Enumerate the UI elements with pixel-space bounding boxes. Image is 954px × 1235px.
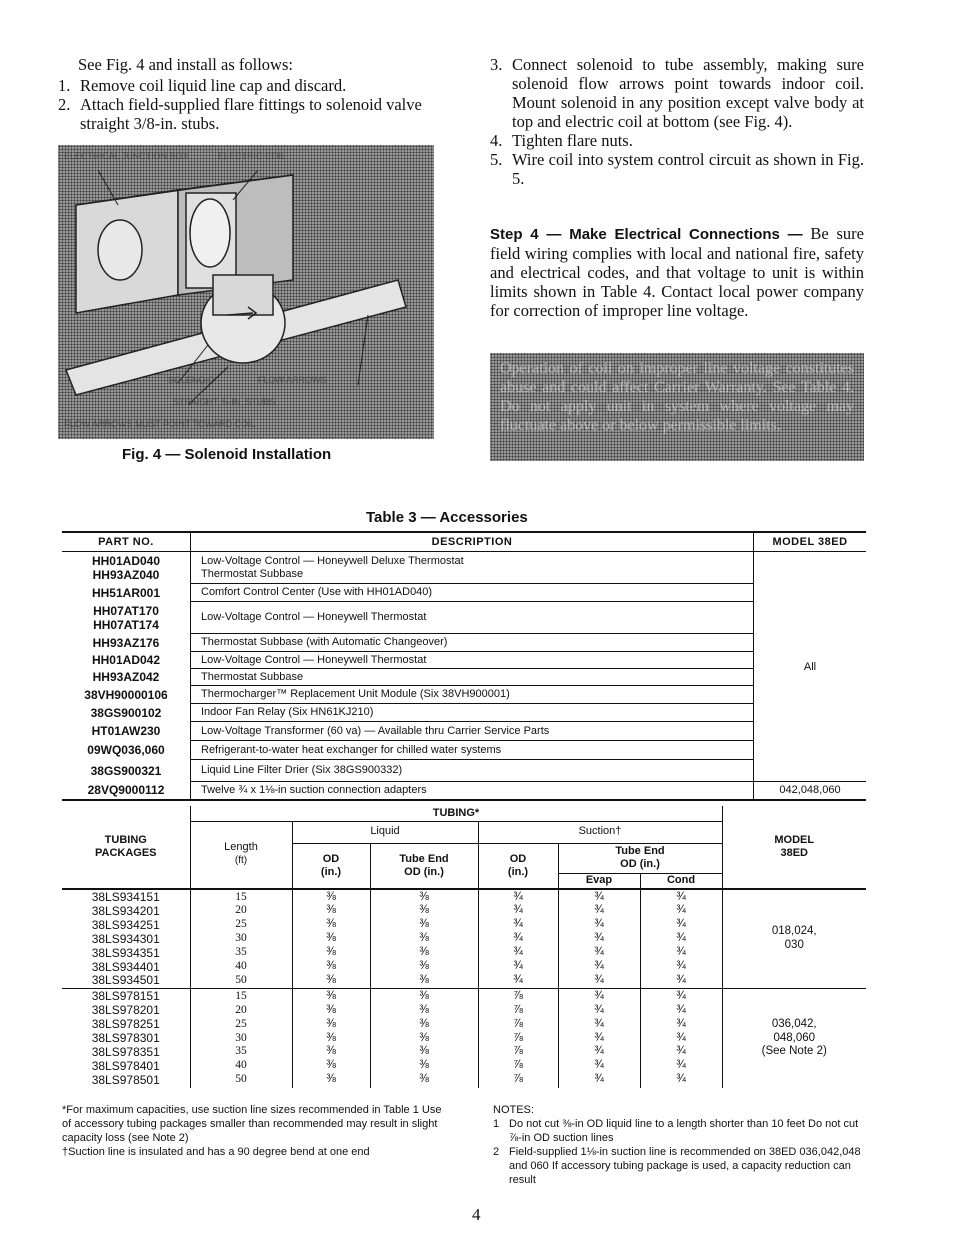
- model-group1: 018,024, 030: [771, 925, 817, 952]
- cond-group1: ¾ ¾ ¾ ¾ ¾ ¾ ¾: [640, 889, 722, 989]
- table-row: [62, 782, 866, 800]
- note-text: Do not cut ⅜-in OD liquid line to a length shorter than 10 feet Do not cut ⅞-in OD suction lines: [509, 1118, 859, 1144]
- description: Low-Voltage Control — Honeywell Thermostat: [191, 602, 754, 634]
- model-header: MODEL 38ED: [722, 806, 866, 889]
- figure-caption: Fig. 4 — Solenoid Installation: [122, 446, 332, 463]
- step-text: Tighten flare nuts.: [512, 131, 633, 150]
- list-item: [490, 131, 864, 150]
- part-number: HH01AD042: [91, 653, 161, 667]
- col-model: MODEL 38ED: [754, 532, 867, 552]
- part-number: 09WQ036,060: [87, 743, 165, 757]
- table-row: [62, 741, 866, 760]
- cond-group2: ¾ ¾ ¾ ¾ ¾ ¾ ¾: [640, 989, 722, 1088]
- table-row: [62, 602, 866, 634]
- lengths-group2: 15 20 25 30 35 40 50: [190, 989, 292, 1088]
- figure-label: ELECTRIC COIL: [218, 151, 287, 161]
- note-text: Field-supplied 1⅛-in suction line is recommended on 38ED 036,042,048 and 060 If accessory tubing package is used, a capacity reduction can result: [509, 1146, 861, 1186]
- step-number: 2.: [58, 95, 71, 114]
- table-row: [62, 584, 866, 602]
- step-number: 3.: [490, 55, 503, 74]
- model-group2: 036,042, 048,060 (See Note 2): [761, 1017, 827, 1058]
- list-item: [490, 55, 864, 131]
- description: Twelve ¾ x 1⅛-in suction connection adapters: [191, 782, 754, 800]
- part-number: HH51AR001: [91, 585, 161, 600]
- suction-header: Suction†: [478, 821, 722, 843]
- warning-text: Operation of coil on improper line voltage constitutes abuse and could affect Carrier Warranty. See Table 4. Do not apply unit in system where voltage may fluctuate above or below permissible limits.: [500, 360, 854, 434]
- page-number: 4: [472, 1205, 481, 1224]
- step-number: 4.: [490, 131, 503, 150]
- liquid-header: Liquid: [292, 821, 478, 843]
- footnote-suction: †Suction line is insulated and has a 90 degree bend at one end: [62, 1146, 370, 1158]
- model-last: 042,048,060: [754, 782, 867, 800]
- table-row: [62, 552, 866, 584]
- evap-group1: ¾ ¾ ¾ ¾ ¾ ¾ ¾: [558, 889, 640, 989]
- part-numbers-group1: 38LS934151 38LS934201 38LS934251 38LS934301 38LS934351 38LS934401 38LS934501: [91, 890, 160, 988]
- table-row: [62, 722, 866, 741]
- part-number: HH93AZ176: [92, 635, 160, 650]
- description: Low-Voltage Transformer (60 va) — Available thru Carrier Service Parts: [191, 722, 754, 741]
- liquid-od-group2: ⅜ ⅜ ⅜ ⅜ ⅜ ⅜ ⅜: [292, 989, 370, 1088]
- liquid-tube-end-header: Tube End OD (in.): [370, 843, 478, 889]
- evap-group2: ¾ ¾ ¾ ¾ ¾ ¾ ¾: [558, 989, 640, 1088]
- description: Low-Voltage Control — Honeywell Deluxe Thermostat Thermostat Subbase: [191, 552, 754, 584]
- table-row: [62, 704, 866, 722]
- description: Thermostat Subbase (with Automatic Changeover): [191, 634, 754, 652]
- part-number: HH93AZ042: [92, 670, 160, 684]
- accessories-table: [62, 531, 866, 801]
- step-text: Attach field-supplied flare fittings to solenoid valve straight 3/8-in. stubs.: [80, 95, 422, 133]
- figure-label: FLOW ARROWS MUST POINT TOWARD COIL: [64, 419, 256, 429]
- note-1: [493, 1117, 867, 1145]
- part-number: HT01AW230: [91, 724, 161, 738]
- table-row: [62, 989, 866, 1088]
- warning-box: [490, 353, 864, 461]
- part-number: HH01AD040 HH93AZ040: [91, 553, 161, 582]
- part-numbers-group2: 38LS978151 38LS978201 38LS978251 38LS978301 38LS978351 38LS978401 38LS978501: [91, 989, 160, 1087]
- tubing-header: TUBING*: [190, 806, 722, 821]
- suction-tube-end-header: Tube End OD (in.): [558, 843, 722, 873]
- description: Low-Voltage Control — Honeywell Thermostat: [191, 652, 754, 669]
- step-text: Wire coil into system control circuit as shown in Fig. 5.: [512, 150, 864, 188]
- figure-label: SOLENOID: [168, 375, 215, 385]
- description: Thermostat Subbase: [191, 669, 754, 686]
- model-all: All: [754, 552, 867, 782]
- notes-title: NOTES:: [493, 1104, 534, 1116]
- list-item: [58, 76, 438, 95]
- step-number: 1.: [58, 76, 71, 95]
- table3-title: Table 3 — Accessories: [366, 509, 528, 526]
- cond-header: Cond: [640, 873, 722, 889]
- note-number: 1: [493, 1118, 500, 1130]
- description: Refrigerant-to-water heat exchanger for chilled water systems: [191, 741, 754, 760]
- tubing-table: [62, 806, 866, 1088]
- col-part-no: PART NO.: [62, 532, 191, 552]
- description: Comfort Control Center (Use with HH01AD040): [191, 584, 754, 602]
- part-number: 38GS900321: [90, 763, 162, 778]
- tubing-packages-header: TUBING PACKAGES: [62, 806, 190, 889]
- length-unit: (ft): [234, 855, 248, 867]
- liquid-od-group1: ⅜ ⅜ ⅜ ⅜ ⅜ ⅜ ⅜: [292, 889, 370, 989]
- lengths-group1: 15 20 25 30 35 40 50: [190, 889, 292, 989]
- table-header-row: [62, 532, 866, 552]
- suction-od-group2: ⅞ ⅞ ⅞ ⅞ ⅞ ⅞ ⅞: [478, 989, 558, 1088]
- solenoid-figure: [58, 145, 434, 439]
- install-intro: See Fig. 4 and install as follows:: [78, 55, 293, 74]
- table-row: [62, 652, 866, 669]
- tubing-header-row: [62, 806, 866, 821]
- right-steps-list: [490, 55, 864, 188]
- table-row: [62, 669, 866, 686]
- liquid-end-group1: ⅜ ⅜ ⅜ ⅜ ⅜ ⅜ ⅜: [370, 889, 478, 989]
- description: Liquid Line Filter Drier (Six 38GS900332): [191, 760, 754, 782]
- suction-od-group1: ¾ ¾ ¾ ¾ ¾ ¾ ¾: [478, 889, 558, 989]
- list-item: [490, 150, 864, 188]
- part-number: 28VQ9000112: [62, 782, 191, 800]
- figure-label: FLOW ARROWS: [258, 375, 327, 385]
- step4-text: Be sure field wiring complies with local and national fire, safety and electrical codes, and that voltage to unit is within limits shown in Table 4. Contact local power company for correction of improper line voltage.: [490, 224, 864, 320]
- step-number: 5.: [490, 150, 503, 169]
- length-header: [190, 821, 292, 889]
- table-row: [62, 889, 866, 989]
- liquid-od-header: OD (in.): [292, 843, 370, 889]
- list-item: [58, 95, 438, 133]
- table-row: [62, 760, 866, 782]
- part-number: HH07AT170 HH07AT174: [93, 603, 159, 632]
- part-number: 38GS900102: [90, 705, 162, 720]
- step-text: Connect solenoid to tube assembly, making sure solenoid flow arrows point towards indoor coil. Mount solenoid in any position except valve body at top and electric coil at bottom (see Fig. 4).: [512, 55, 864, 131]
- table-row: [62, 686, 866, 704]
- length-label: Length: [224, 841, 258, 854]
- suction-od-header: OD (in.): [478, 843, 558, 889]
- figure-label: STRAIGHT ⅜-IN. STUBS: [173, 397, 276, 407]
- step4-heading: Step 4 — Make Electrical Connections —: [490, 226, 803, 243]
- step4-paragraph: [490, 224, 864, 320]
- description: Thermocharger™ Replacement Unit Module (Six 38VH900001): [191, 686, 754, 704]
- liquid-end-group2: ⅜ ⅜ ⅜ ⅜ ⅜ ⅜ ⅜: [370, 989, 478, 1088]
- note-2: [493, 1145, 867, 1187]
- step-text: Remove coil liquid line cap and discard.: [80, 76, 347, 95]
- figure-label: ELECTRICAL JUNCTION BOX: [64, 151, 189, 161]
- evap-header: Evap: [558, 873, 640, 889]
- part-number: 38VH90000106: [84, 687, 168, 702]
- col-description: DESCRIPTION: [191, 532, 754, 552]
- footnote-capacity: *For maximum capacities, use suction line sizes recommended in Table 1 Use of accessory tubing packages smaller than recommended may result in slight capacity loss (see Note 2): [62, 1104, 442, 1144]
- description: Indoor Fan Relay (Six HN61KJ210): [191, 704, 754, 722]
- table-row: [62, 634, 866, 652]
- left-steps-list: [58, 76, 438, 133]
- note-number: 2: [493, 1146, 500, 1158]
